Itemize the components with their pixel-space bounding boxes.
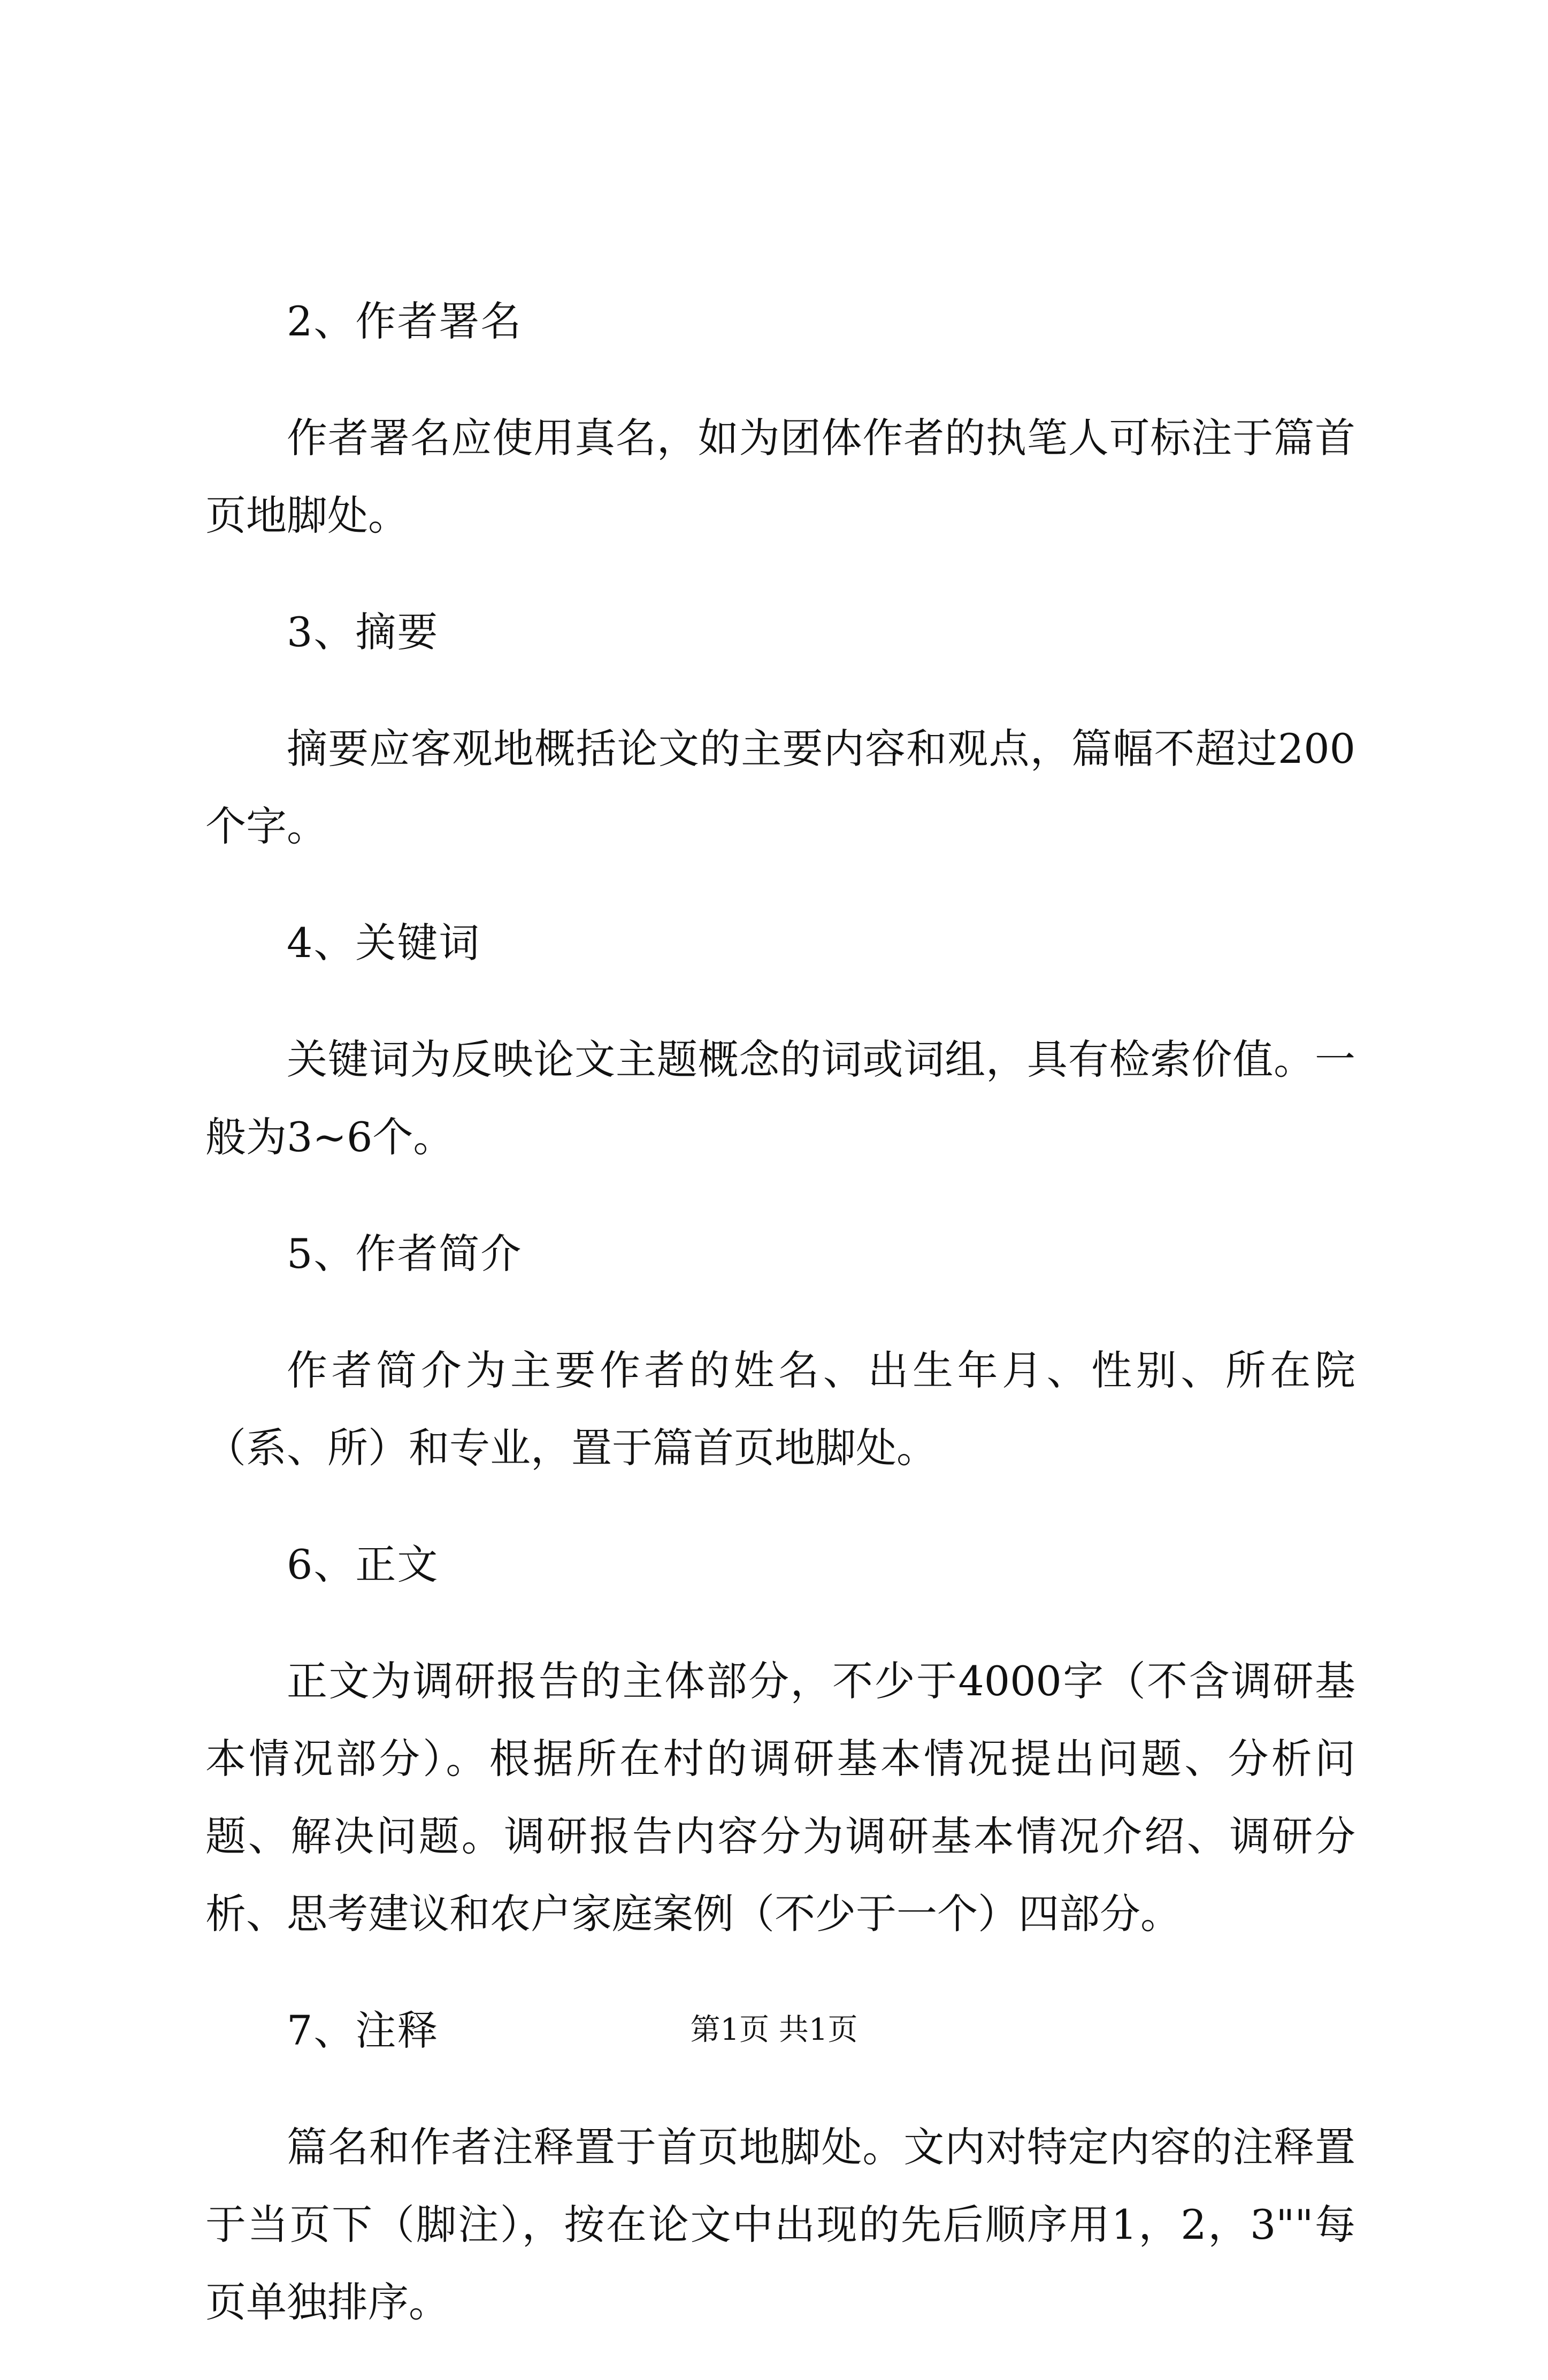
section-paragraph: 作者署名应使用真名，如为团体作者的执笔人可标注于篇首页地脚处。 <box>205 414 1355 539</box>
document-body <box>205 282 1355 2380</box>
page-footer <box>0 2009 1548 2052</box>
section-paragraph: 关键词为反映论文主题概念的词或词组，具有检索价值。一般为3~6个。 <box>205 1036 1355 1161</box>
section-paragraph: 摘要应客观地概括论文的主要内容和观点，篇幅不超过200个字。 <box>205 725 1355 850</box>
page-number-label: 第1页 共1页 <box>690 2012 858 2047</box>
section-paragraph: 篇名和作者注释置于首页地脚处。文内对特定内容的注释置于当页下（脚注），按在论文中出现的先后顺序用1，2，3""每页单独排序。 <box>205 2123 1355 2326</box>
section-heading: 3、摘要 <box>287 608 439 656</box>
section-heading: 6、正文 <box>287 1541 439 1588</box>
section-heading: 7、注释 <box>287 2007 439 2054</box>
section-paragraph: 作者简介为主要作者的姓名、出生年月、性别、所在院（系、所）和专业，置于篇首页地脚处。 <box>205 1346 1355 1472</box>
section-paragraph: 正文为调研报告的主体部分，不少于4000字（不含调研基本情况部分）。根据所在村的调研基本情况提出问题、分析问题、解决问题。调研报告内容分为调研基本情况介绍、调研分析、思考建议和农户家庭案例（不少于一个）四部分。 <box>205 1657 1355 1938</box>
section-heading: 5、作者简介 <box>287 1230 523 1277</box>
section-heading: 2、作者署名 <box>287 297 523 345</box>
section-heading: 4、关键词 <box>287 919 481 967</box>
